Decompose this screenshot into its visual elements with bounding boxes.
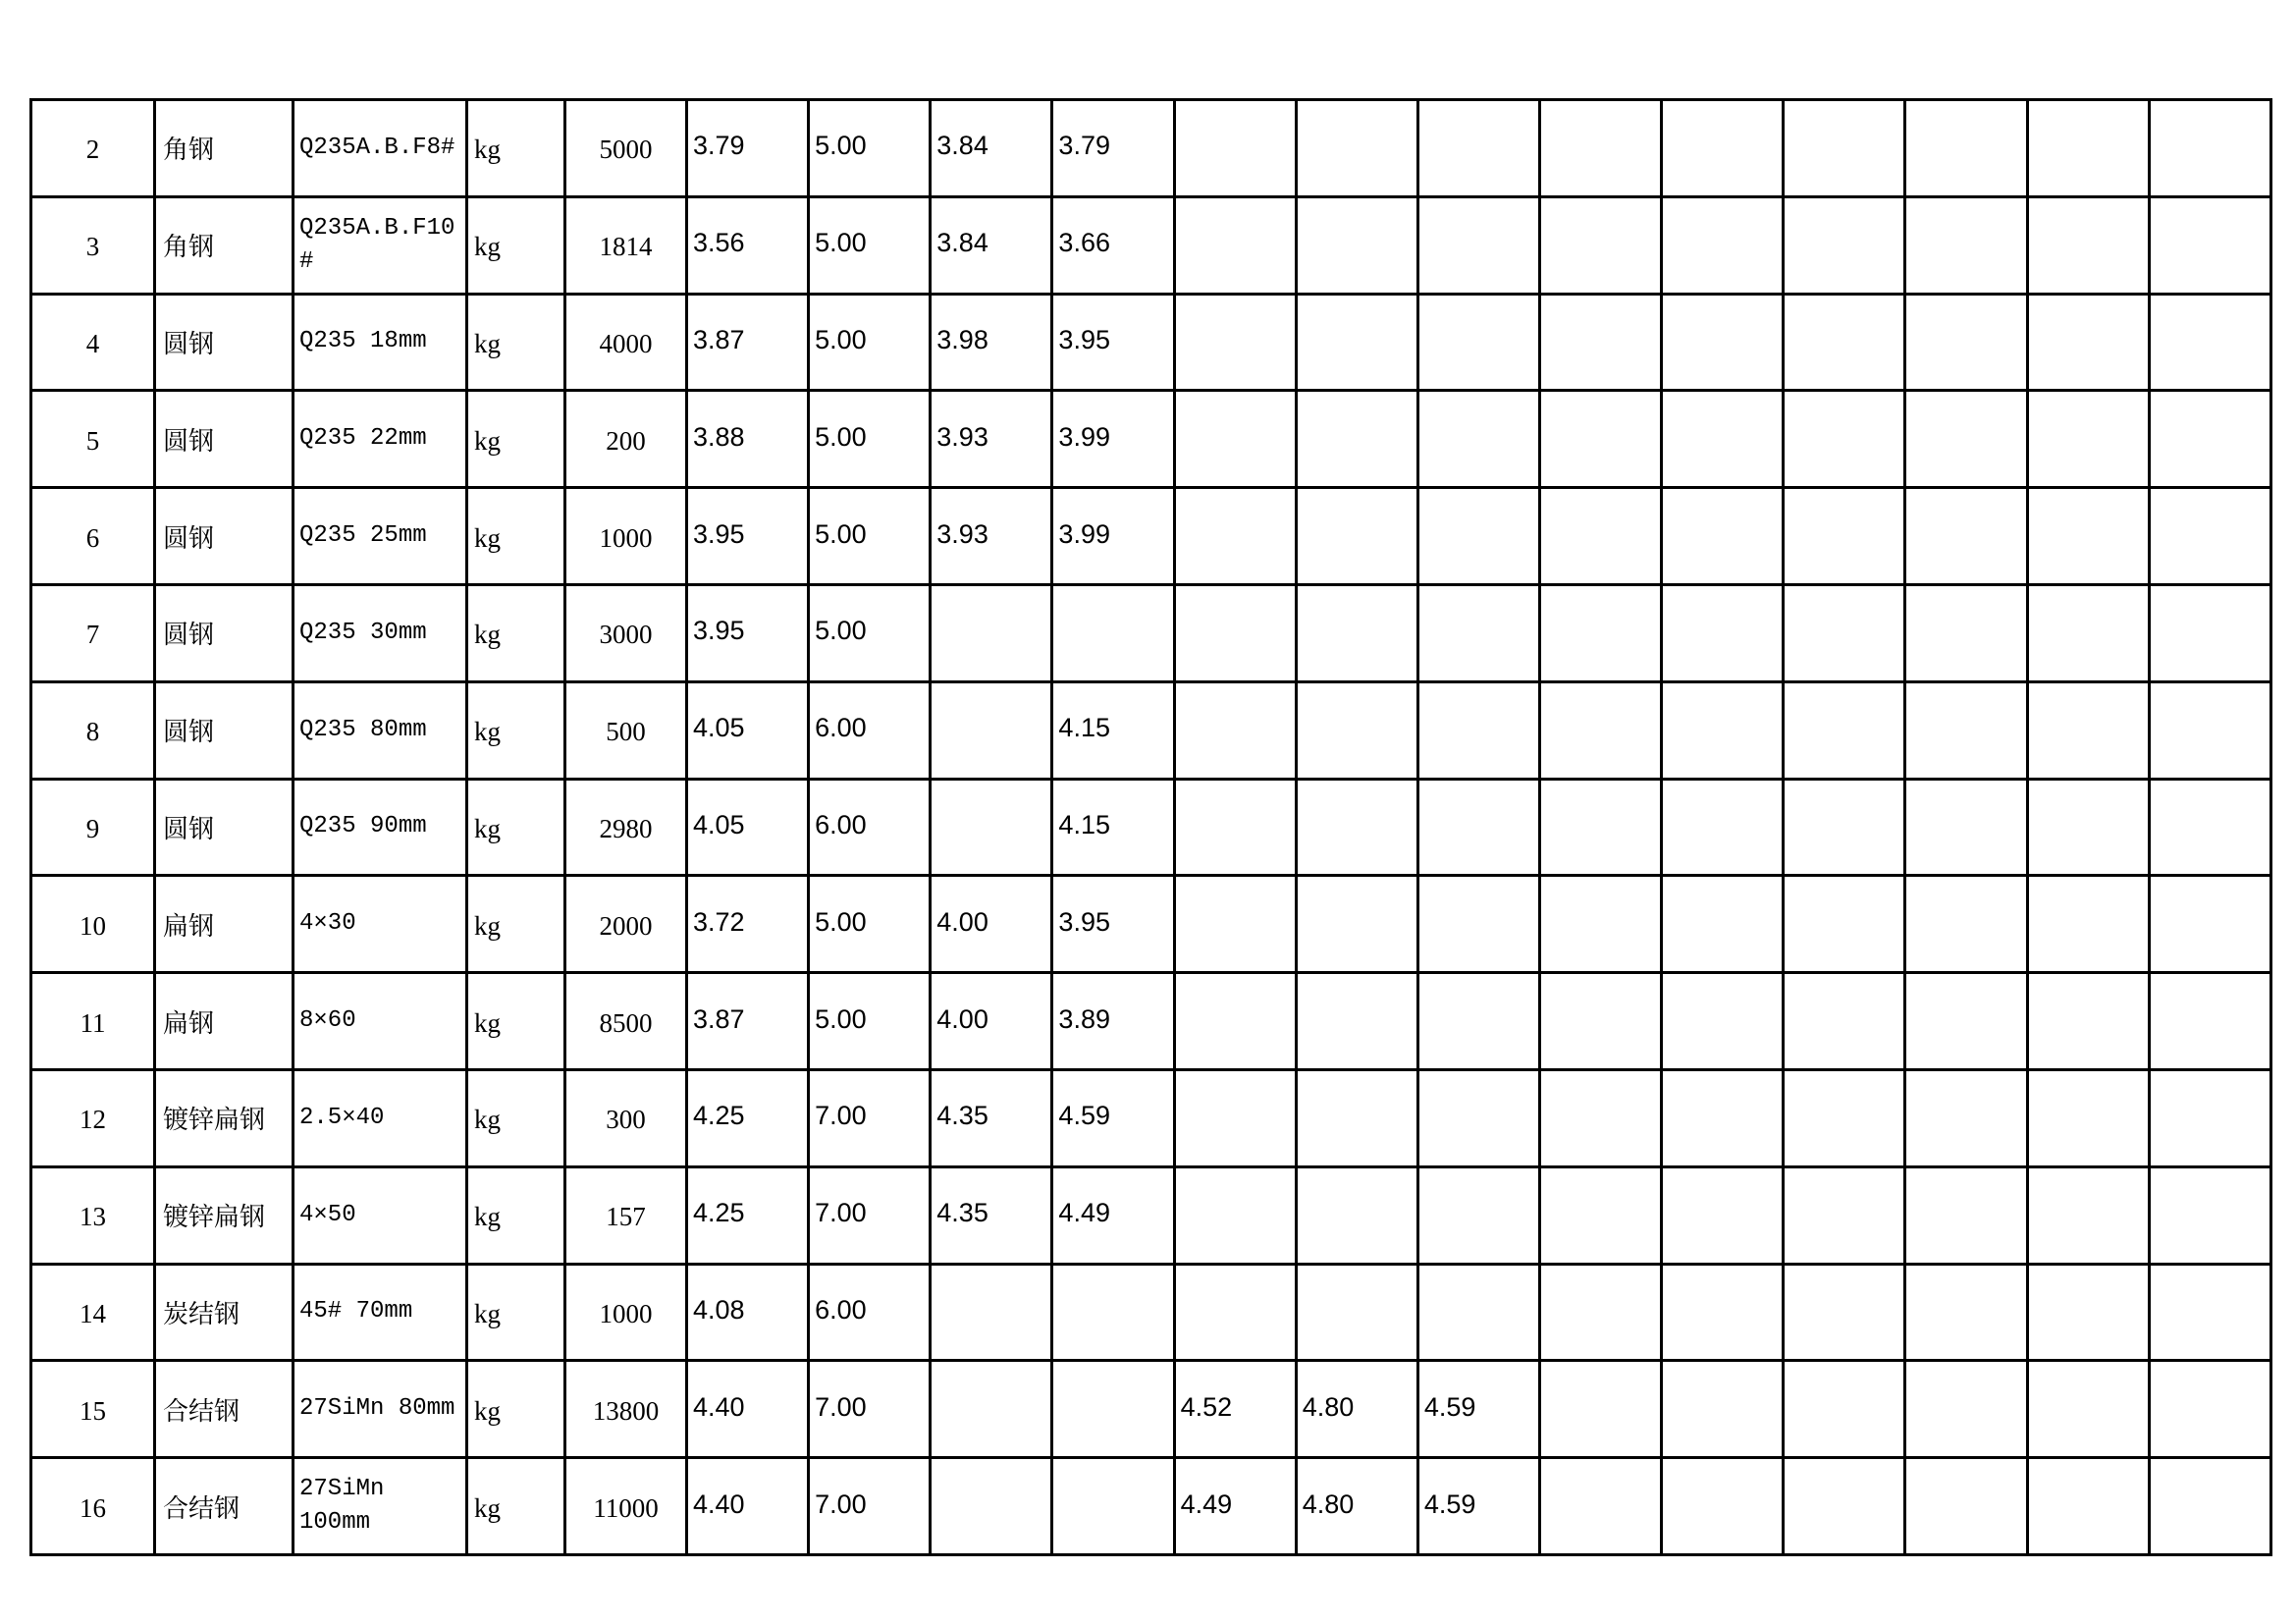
cell-price-9 (1662, 1069, 1784, 1166)
cell-price-10 (1784, 876, 1905, 973)
cell-price-8 (1539, 1069, 1661, 1166)
cell-quantity: 8500 (565, 973, 687, 1070)
cell-price-9 (1662, 488, 1784, 585)
cell-price-6 (1296, 1069, 1417, 1166)
cell-price-5 (1174, 488, 1296, 585)
cell-price-2: 5.00 (809, 196, 931, 294)
cell-price-1: 4.08 (687, 1264, 809, 1361)
cell-price-5 (1174, 294, 1296, 391)
cell-price-6 (1296, 779, 1417, 876)
cell-price-2: 5.00 (809, 876, 931, 973)
cell-price-1: 3.88 (687, 391, 809, 488)
cell-quantity: 13800 (565, 1361, 687, 1458)
cell-price-6 (1296, 488, 1417, 585)
cell-price-2: 5.00 (809, 294, 931, 391)
table-row (31, 100, 2271, 197)
cell-material-name: 圆钢 (155, 681, 294, 779)
cell-price-6 (1296, 391, 1417, 488)
table-row (31, 681, 2271, 779)
cell-price-1: 3.95 (687, 584, 809, 681)
cell-item-number: 10 (31, 876, 155, 973)
cell-price-8 (1539, 876, 1661, 973)
cell-specification: 8×60 (294, 973, 467, 1070)
cell-price-6: 4.80 (1296, 1361, 1417, 1458)
cell-specification: 4×30 (294, 876, 467, 973)
cell-price-13 (2149, 779, 2270, 876)
cell-price-12 (2027, 1264, 2149, 1361)
cell-price-1: 3.56 (687, 196, 809, 294)
cell-price-7: 4.59 (1417, 1458, 1539, 1555)
table-row (31, 779, 2271, 876)
cell-price-10 (1784, 681, 1905, 779)
cell-price-1: 4.25 (687, 1069, 809, 1166)
cell-quantity: 11000 (565, 1458, 687, 1555)
cell-material-name: 合结钢 (155, 1361, 294, 1458)
cell-price-6 (1296, 681, 1417, 779)
cell-price-9 (1662, 1264, 1784, 1361)
cell-item-number: 9 (31, 779, 155, 876)
cell-price-13 (2149, 973, 2270, 1070)
table-body (31, 100, 2271, 1555)
cell-price-4 (1052, 1361, 1174, 1458)
cell-price-2: 7.00 (809, 1069, 931, 1166)
cell-unit: kg (467, 584, 565, 681)
cell-price-13 (2149, 294, 2270, 391)
cell-specification: Q235 18mm (294, 294, 467, 391)
cell-price-12 (2027, 391, 2149, 488)
cell-material-name: 镀锌扁钢 (155, 1166, 294, 1264)
cell-price-11 (1905, 681, 2027, 779)
cell-price-10 (1784, 294, 1905, 391)
cell-price-3: 3.93 (931, 488, 1052, 585)
cell-price-5 (1174, 196, 1296, 294)
cell-specification: 2.5×40 (294, 1069, 467, 1166)
cell-price-5 (1174, 391, 1296, 488)
cell-price-4: 4.49 (1052, 1166, 1174, 1264)
cell-price-2: 5.00 (809, 584, 931, 681)
cell-price-12 (2027, 779, 2149, 876)
cell-price-2: 5.00 (809, 973, 931, 1070)
cell-price-8 (1539, 391, 1661, 488)
cell-price-6 (1296, 973, 1417, 1070)
cell-price-6 (1296, 294, 1417, 391)
table-row (31, 584, 2271, 681)
cell-price-11 (1905, 488, 2027, 585)
table-row (31, 973, 2271, 1070)
cell-price-12 (2027, 1166, 2149, 1264)
cell-price-8 (1539, 100, 1661, 197)
cell-price-11 (1905, 1166, 2027, 1264)
cell-price-13 (2149, 876, 2270, 973)
cell-price-13 (2149, 391, 2270, 488)
cell-price-8 (1539, 294, 1661, 391)
cell-price-3: 3.84 (931, 100, 1052, 197)
cell-price-1: 4.25 (687, 1166, 809, 1264)
cell-material-name: 扁钢 (155, 876, 294, 973)
cell-quantity: 300 (565, 1069, 687, 1166)
cell-price-7 (1417, 1264, 1539, 1361)
cell-price-9 (1662, 584, 1784, 681)
cell-price-1: 4.40 (687, 1361, 809, 1458)
cell-price-3 (931, 779, 1052, 876)
cell-price-13 (2149, 100, 2270, 197)
cell-price-13 (2149, 488, 2270, 585)
cell-price-3: 4.35 (931, 1069, 1052, 1166)
cell-price-7 (1417, 779, 1539, 876)
cell-price-7 (1417, 100, 1539, 197)
cell-price-1: 4.40 (687, 1458, 809, 1555)
cell-price-4: 4.15 (1052, 681, 1174, 779)
cell-price-2: 6.00 (809, 779, 931, 876)
cell-quantity: 3000 (565, 584, 687, 681)
cell-item-number: 6 (31, 488, 155, 585)
material-price-table (29, 98, 2272, 1556)
cell-quantity: 200 (565, 391, 687, 488)
cell-price-1: 4.05 (687, 681, 809, 779)
cell-price-12 (2027, 196, 2149, 294)
cell-price-11 (1905, 973, 2027, 1070)
cell-price-7 (1417, 584, 1539, 681)
cell-price-7: 4.59 (1417, 1361, 1539, 1458)
cell-price-12 (2027, 488, 2149, 585)
cell-price-11 (1905, 1264, 2027, 1361)
cell-item-number: 7 (31, 584, 155, 681)
cell-price-12 (2027, 876, 2149, 973)
cell-price-8 (1539, 1166, 1661, 1264)
cell-price-11 (1905, 1458, 2027, 1555)
cell-price-8 (1539, 681, 1661, 779)
cell-price-5 (1174, 681, 1296, 779)
cell-price-1: 4.05 (687, 779, 809, 876)
cell-price-4: 3.66 (1052, 196, 1174, 294)
cell-price-3 (931, 681, 1052, 779)
table-row (31, 1264, 2271, 1361)
cell-price-11 (1905, 391, 2027, 488)
cell-item-number: 11 (31, 973, 155, 1070)
cell-price-13 (2149, 1166, 2270, 1264)
cell-material-name: 圆钢 (155, 779, 294, 876)
table-row (31, 391, 2271, 488)
cell-price-5 (1174, 1069, 1296, 1166)
cell-item-number: 8 (31, 681, 155, 779)
cell-item-number: 13 (31, 1166, 155, 1264)
cell-material-name: 角钢 (155, 196, 294, 294)
cell-item-number: 2 (31, 100, 155, 197)
table-row (31, 196, 2271, 294)
cell-price-11 (1905, 196, 2027, 294)
cell-price-4: 3.99 (1052, 488, 1174, 585)
cell-price-7 (1417, 391, 1539, 488)
cell-price-7 (1417, 294, 1539, 391)
cell-price-12 (2027, 1458, 2149, 1555)
cell-price-6 (1296, 584, 1417, 681)
cell-price-5 (1174, 100, 1296, 197)
cell-price-3 (931, 584, 1052, 681)
cell-price-10 (1784, 973, 1905, 1070)
cell-unit: kg (467, 488, 565, 585)
cell-specification: Q235A.B.F8# (294, 100, 467, 197)
cell-specification: Q235 22mm (294, 391, 467, 488)
cell-price-9 (1662, 100, 1784, 197)
cell-price-6 (1296, 1264, 1417, 1361)
cell-item-number: 15 (31, 1361, 155, 1458)
cell-quantity: 2980 (565, 779, 687, 876)
cell-price-9 (1662, 973, 1784, 1070)
cell-price-11 (1905, 779, 2027, 876)
cell-quantity: 1000 (565, 1264, 687, 1361)
cell-price-6 (1296, 100, 1417, 197)
cell-price-2: 7.00 (809, 1361, 931, 1458)
cell-price-7 (1417, 876, 1539, 973)
cell-material-name: 合结钢 (155, 1458, 294, 1555)
cell-price-13 (2149, 1264, 2270, 1361)
cell-price-12 (2027, 294, 2149, 391)
cell-quantity: 2000 (565, 876, 687, 973)
cell-item-number: 4 (31, 294, 155, 391)
cell-price-8 (1539, 488, 1661, 585)
cell-unit: kg (467, 391, 565, 488)
cell-item-number: 5 (31, 391, 155, 488)
cell-unit: kg (467, 779, 565, 876)
cell-unit: kg (467, 1458, 565, 1555)
cell-price-1: 3.79 (687, 100, 809, 197)
cell-price-4: 3.95 (1052, 876, 1174, 973)
cell-item-number: 16 (31, 1458, 155, 1555)
cell-price-8 (1539, 196, 1661, 294)
cell-price-4: 3.79 (1052, 100, 1174, 197)
cell-specification: Q235 80mm (294, 681, 467, 779)
cell-price-5 (1174, 779, 1296, 876)
cell-material-name: 镀锌扁钢 (155, 1069, 294, 1166)
table-row (31, 1069, 2271, 1166)
cell-price-3: 4.00 (931, 973, 1052, 1070)
cell-price-12 (2027, 973, 2149, 1070)
cell-price-9 (1662, 391, 1784, 488)
cell-specification: Q235A.B.F10# (294, 196, 467, 294)
cell-price-11 (1905, 1361, 2027, 1458)
cell-price-3 (931, 1264, 1052, 1361)
cell-material-name: 圆钢 (155, 488, 294, 585)
cell-price-10 (1784, 1069, 1905, 1166)
cell-price-4 (1052, 1264, 1174, 1361)
cell-price-1: 3.87 (687, 294, 809, 391)
cell-material-name: 圆钢 (155, 294, 294, 391)
cell-price-10 (1784, 1166, 1905, 1264)
cell-unit: kg (467, 294, 565, 391)
cell-unit: kg (467, 1361, 565, 1458)
cell-material-name: 圆钢 (155, 584, 294, 681)
cell-price-6 (1296, 1166, 1417, 1264)
cell-price-9 (1662, 779, 1784, 876)
cell-price-2: 7.00 (809, 1166, 931, 1264)
cell-price-3 (931, 1361, 1052, 1458)
cell-price-10 (1784, 488, 1905, 585)
cell-price-4 (1052, 584, 1174, 681)
cell-unit: kg (467, 681, 565, 779)
cell-price-5: 4.52 (1174, 1361, 1296, 1458)
table-row (31, 1458, 2271, 1555)
cell-price-8 (1539, 584, 1661, 681)
cell-price-6 (1296, 876, 1417, 973)
cell-quantity: 157 (565, 1166, 687, 1264)
cell-unit: kg (467, 1166, 565, 1264)
cell-price-4 (1052, 1458, 1174, 1555)
cell-price-5 (1174, 973, 1296, 1070)
cell-price-3: 4.35 (931, 1166, 1052, 1264)
cell-unit: kg (467, 1069, 565, 1166)
table-row (31, 294, 2271, 391)
table-row (31, 1166, 2271, 1264)
cell-quantity: 500 (565, 681, 687, 779)
cell-price-5 (1174, 876, 1296, 973)
cell-item-number: 14 (31, 1264, 155, 1361)
cell-quantity: 1814 (565, 196, 687, 294)
table-row (31, 1361, 2271, 1458)
cell-price-7 (1417, 1069, 1539, 1166)
cell-price-10 (1784, 779, 1905, 876)
cell-price-6: 4.80 (1296, 1458, 1417, 1555)
cell-price-8 (1539, 1361, 1661, 1458)
cell-price-6 (1296, 196, 1417, 294)
cell-price-7 (1417, 1166, 1539, 1264)
cell-unit: kg (467, 1264, 565, 1361)
cell-price-8 (1539, 779, 1661, 876)
cell-price-3 (931, 1458, 1052, 1555)
cell-price-10 (1784, 1361, 1905, 1458)
cell-price-5 (1174, 1264, 1296, 1361)
cell-price-3: 3.93 (931, 391, 1052, 488)
cell-price-13 (2149, 1069, 2270, 1166)
cell-price-11 (1905, 876, 2027, 973)
cell-price-7 (1417, 681, 1539, 779)
cell-price-9 (1662, 1458, 1784, 1555)
cell-specification: Q235 30mm (294, 584, 467, 681)
cell-price-12 (2027, 584, 2149, 681)
cell-material-name: 炭结钢 (155, 1264, 294, 1361)
cell-price-1: 3.95 (687, 488, 809, 585)
cell-specification: Q235 25mm (294, 488, 467, 585)
cell-item-number: 3 (31, 196, 155, 294)
cell-price-13 (2149, 196, 2270, 294)
table-row (31, 876, 2271, 973)
cell-price-11 (1905, 1069, 2027, 1166)
cell-price-10 (1784, 391, 1905, 488)
cell-price-5 (1174, 584, 1296, 681)
cell-price-2: 6.00 (809, 1264, 931, 1361)
cell-price-5: 4.49 (1174, 1458, 1296, 1555)
cell-item-number: 12 (31, 1069, 155, 1166)
cell-price-8 (1539, 1458, 1661, 1555)
cell-price-12 (2027, 1069, 2149, 1166)
cell-price-13 (2149, 1361, 2270, 1458)
cell-price-4: 4.59 (1052, 1069, 1174, 1166)
cell-quantity: 4000 (565, 294, 687, 391)
cell-price-10 (1784, 1264, 1905, 1361)
cell-price-10 (1784, 100, 1905, 197)
cell-price-9 (1662, 196, 1784, 294)
cell-specification: 27SiMn 80mm (294, 1361, 467, 1458)
cell-unit: kg (467, 100, 565, 197)
cell-price-9 (1662, 1361, 1784, 1458)
cell-price-11 (1905, 584, 2027, 681)
cell-specification: 27SiMn 100mm (294, 1458, 467, 1555)
cell-price-5 (1174, 1166, 1296, 1264)
cell-price-13 (2149, 1458, 2270, 1555)
cell-price-4: 3.99 (1052, 391, 1174, 488)
cell-price-1: 3.87 (687, 973, 809, 1070)
cell-price-1: 3.72 (687, 876, 809, 973)
cell-price-3: 4.00 (931, 876, 1052, 973)
cell-price-9 (1662, 294, 1784, 391)
cell-price-2: 6.00 (809, 681, 931, 779)
cell-price-4: 4.15 (1052, 779, 1174, 876)
cell-price-8 (1539, 1264, 1661, 1361)
cell-price-11 (1905, 100, 2027, 197)
cell-unit: kg (467, 973, 565, 1070)
cell-quantity: 1000 (565, 488, 687, 585)
cell-unit: kg (467, 876, 565, 973)
cell-unit: kg (467, 196, 565, 294)
table-row (31, 488, 2271, 585)
cell-price-13 (2149, 584, 2270, 681)
cell-specification: Q235 90mm (294, 779, 467, 876)
cell-price-3: 3.98 (931, 294, 1052, 391)
cell-price-2: 5.00 (809, 391, 931, 488)
cell-price-2: 7.00 (809, 1458, 931, 1555)
cell-price-7 (1417, 196, 1539, 294)
cell-price-12 (2027, 681, 2149, 779)
cell-price-11 (1905, 294, 2027, 391)
cell-quantity: 5000 (565, 100, 687, 197)
cell-material-name: 圆钢 (155, 391, 294, 488)
cell-price-9 (1662, 1166, 1784, 1264)
cell-price-4: 3.95 (1052, 294, 1174, 391)
cell-price-10 (1784, 1458, 1905, 1555)
cell-price-2: 5.00 (809, 488, 931, 585)
cell-price-13 (2149, 681, 2270, 779)
cell-price-3: 3.84 (931, 196, 1052, 294)
cell-price-9 (1662, 876, 1784, 973)
cell-price-9 (1662, 681, 1784, 779)
cell-price-12 (2027, 100, 2149, 197)
cell-price-12 (2027, 1361, 2149, 1458)
cell-price-10 (1784, 196, 1905, 294)
cell-material-name: 扁钢 (155, 973, 294, 1070)
cell-price-7 (1417, 488, 1539, 585)
cell-price-7 (1417, 973, 1539, 1070)
cell-specification: 4×50 (294, 1166, 467, 1264)
cell-price-4: 3.89 (1052, 973, 1174, 1070)
cell-specification: 45# 70mm (294, 1264, 467, 1361)
cell-material-name: 角钢 (155, 100, 294, 197)
cell-price-2: 5.00 (809, 100, 931, 197)
cell-price-10 (1784, 584, 1905, 681)
cell-price-8 (1539, 973, 1661, 1070)
